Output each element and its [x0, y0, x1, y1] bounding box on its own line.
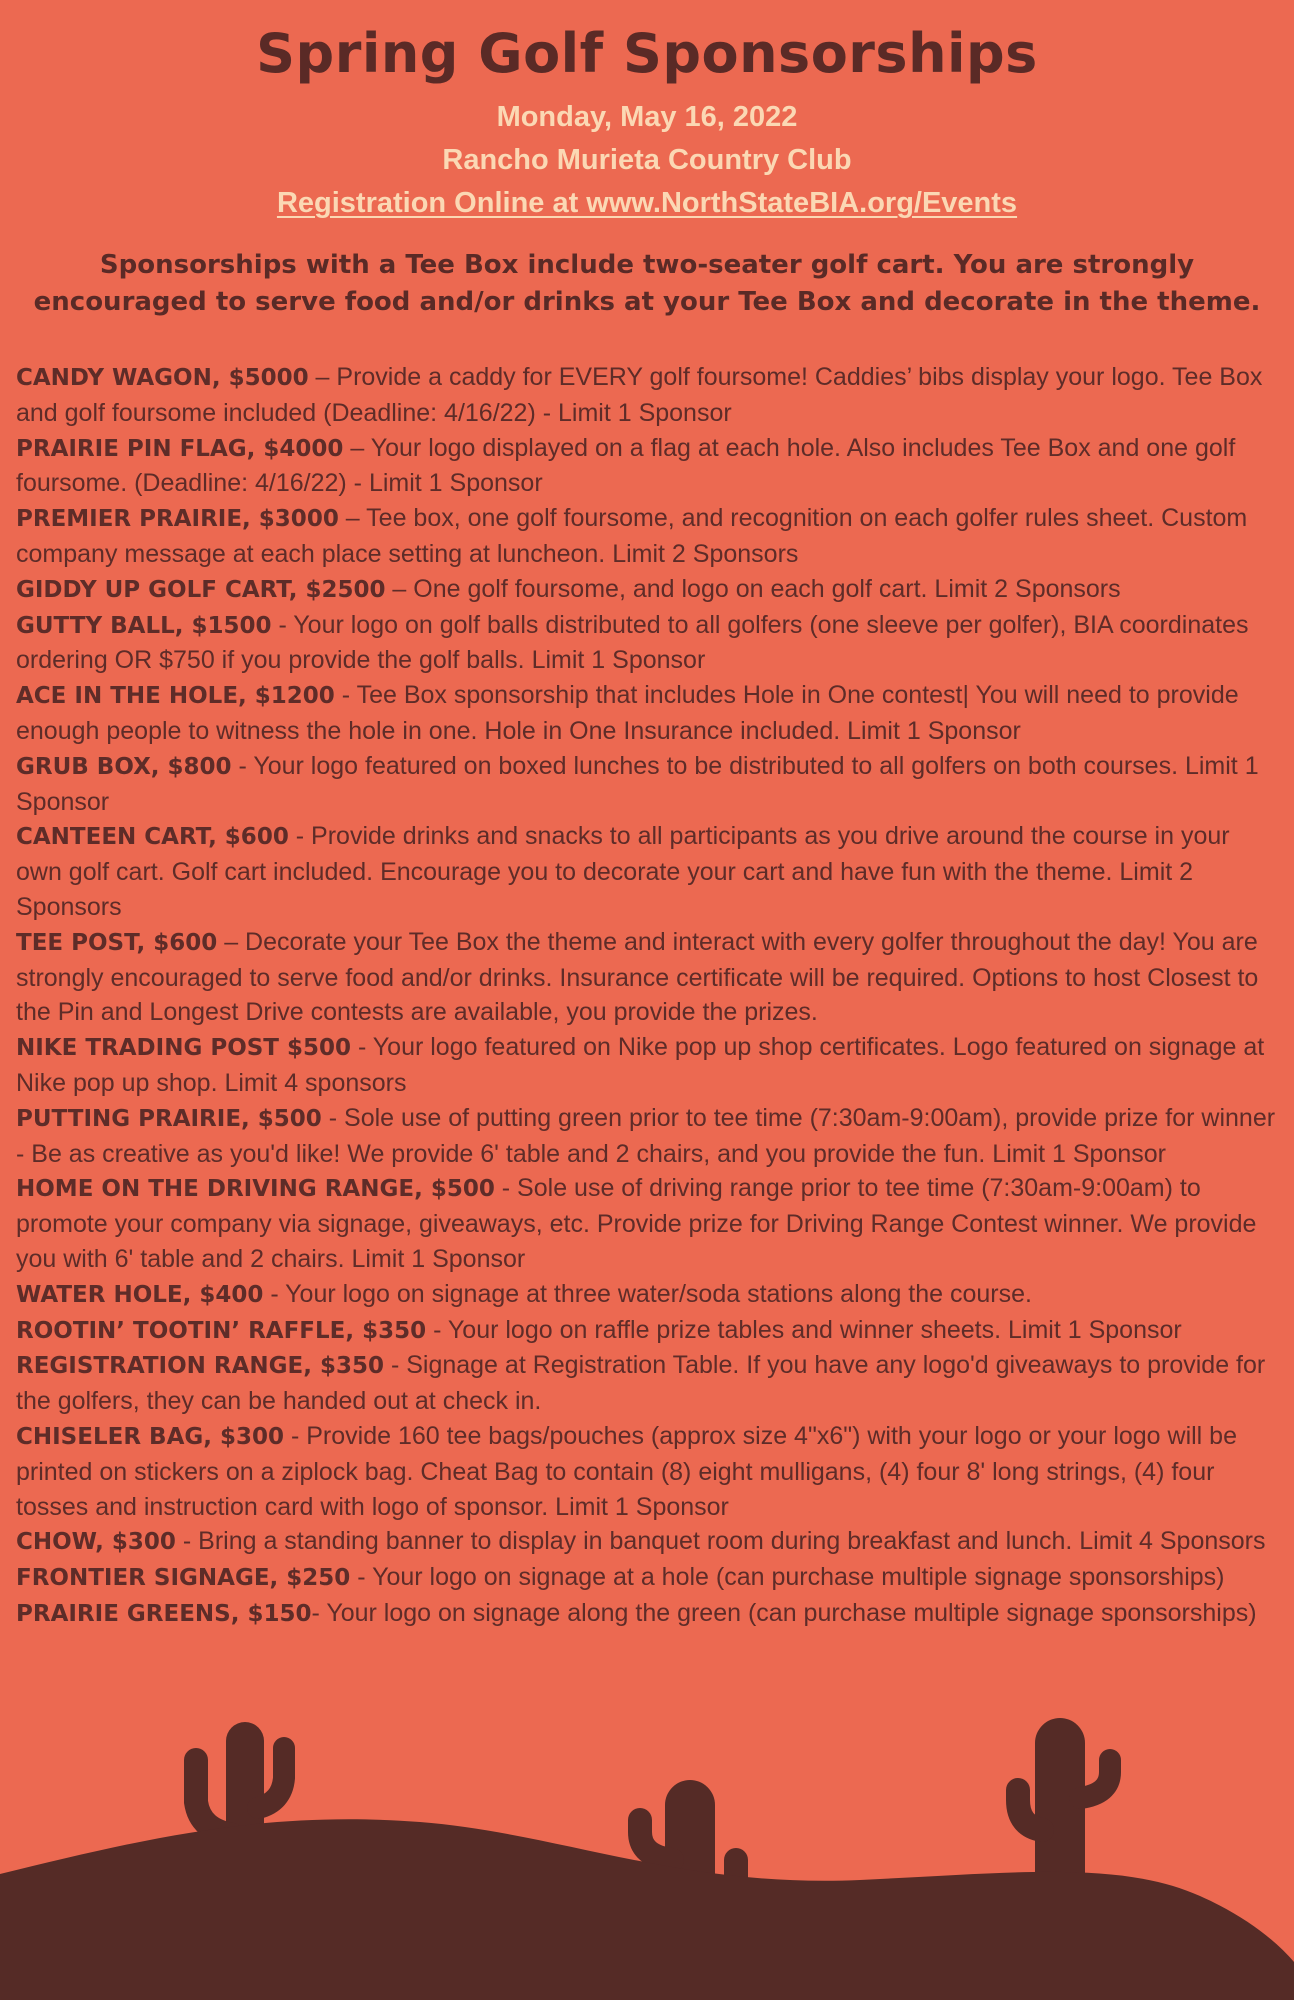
sponsorship-description: – Tee box, one golf foursome, and recognition on each golfer rules sheet. Custom company message at each place setting at luncheon. Limit 2 Sponsors: [16, 504, 1248, 568]
sponsorship-description: - Sole use of putting green prior to tee time (7:30am-9:00am), provide prize for winner - Be as creative as you'd like! We provide 6' table and 2 chairs, and you provide the fun. Limit 1 Sponsor: [16, 1103, 1276, 1168]
flyer-header: [0, 0, 1294, 225]
sponsorship-item: [16, 819, 1280, 924]
sponsorship-description: - Sole use of driving range prior to tee time (7:30am-9:00am) to promote your company via signage, giveaways, etc. Provide prize for Driving Range Contest winner. We provide you with 6' table and 2 chairs. Limit 1 Sponsor: [16, 1174, 1257, 1273]
intro-note: Sponsorships with a Tee Box include two-seater golf cart. You are strongly encouraged to serve food and/or drinks at your Tee Box and decorate in the theme.: [33, 250, 1261, 317]
sponsorship-name: TEE POST, $600: [16, 929, 218, 956]
sponsorship-item: [16, 1277, 1280, 1313]
sponsorship-item: [16, 1313, 1280, 1349]
sponsorship-item: [16, 1560, 1280, 1596]
sponsorship-name: REGISTRATION RANGE, $350: [16, 1353, 384, 1380]
sponsorship-description: - Signage at Registration Table. If you have any logo'd giveaways to provide for the golfers, they can be handed out at check in.: [16, 1351, 1266, 1416]
sponsorship-description: - Your logo on signage at three water/soda stations along the course.: [263, 1279, 1032, 1308]
registration-line: [0, 182, 1294, 225]
sponsorship-description: - Your logo featured on boxed lunches to be distributed to all golfers on both courses. Limit 1 Sponsor: [16, 751, 1259, 816]
sponsorship-item: [16, 925, 1280, 1030]
sponsorship-name: CANDY WAGON, $5000: [16, 365, 309, 391]
sponsorship-item: [16, 360, 1280, 431]
sponsorship-description: - Your logo featured on Nike pop up shop certificates. Logo featured on signage at Nike pop up shop. Limit 4 sponsors: [16, 1033, 1265, 1097]
sponsorship-item: [16, 572, 1280, 608]
event-venue: Rancho Murieta Country Club: [442, 144, 852, 176]
sponsorship-description: – One golf foursome, and logo on each golf cart. Limit 2 Sponsors: [385, 574, 1121, 603]
sponsorship-name: PREMIER PRAIRIE, $3000: [16, 506, 339, 533]
sponsorship-description: – Decorate your Tee Box the theme and interact with every golfer throughout the day! You are strongly encouraged to serve food and/or drinks. Insurance certificate will be required. Options to host Closest to the Pin and Longest Drive contests are available, you provide the prizes.: [16, 927, 1259, 1027]
sponsorship-name: NIKE TRADING POST $500: [16, 1035, 352, 1062]
sponsorship-item: [16, 1348, 1280, 1419]
sponsorship-name: ROOTIN’ TOOTIN’ RAFFLE, $350: [16, 1317, 427, 1344]
event-date: Monday, May 16, 2022: [496, 101, 798, 133]
sponsorship-name: PUTTING PRAIRIE, $500: [16, 1105, 322, 1132]
registration-link[interactable]: Registration Online at www.NorthStateBIA.org/Events: [276, 187, 1018, 219]
sponsorship-description: - Your logo on raffle prize tables and winner sheets. Limit 1 Sponsor: [426, 1315, 1182, 1344]
sponsorship-description: - Provide 160 tee bags/pouches (approx size 4"x6") with your logo or your logo will be printed on stickers on a ziplock bag. Cheat Bag to contain (8) eight mulligans, (4) four 8' long strings, (4) four tosses and instruction card with logo of sponsor. Limit 1 Sponsor: [16, 1421, 1237, 1521]
sponsorship-name: PRAIRIE PIN FLAG, $4000: [16, 435, 344, 462]
sponsorship-description: – Provide a caddy for EVERY golf foursome! Caddies’ bibs display your logo. Tee Box and golf foursome included (Deadline: 4/16/22) - Limit 1 Sponsor: [16, 363, 1263, 427]
sponsorship-name: ACE IN THE HOLE, $1200: [16, 683, 335, 710]
sponsorship-description: - Your logo on signage at a hole (can purchase multiple signage sponsorships): [350, 1563, 1225, 1592]
sponsorship-description: - Tee Box sponsorship that includes Hole in One contest| You will need to provide enough people to witness the hole in one. Hole in One Insurance included. Limit 1 Sponsor: [16, 681, 1239, 745]
sponsorship-description: - Your logo on golf balls distributed to all golfers (one sleeve per golfer), BIA coordinates ordering OR $750 if you provide the golf balls. Limit 1 Sponsor: [16, 610, 1249, 675]
sponsorship-description: - Provide drinks and snacks to all participants as you drive around the course in your own golf cart. Golf cart included. Encourage you to decorate your cart and have fun with the theme. Limit 2 Sponsors: [16, 822, 1230, 921]
sponsorship-item: [16, 501, 1280, 572]
sponsorship-name: GIDDY UP GOLF CART, $2500: [16, 576, 386, 603]
sponsorship-name: PRAIRIE GREENS, $150: [16, 1600, 312, 1627]
sponsorship-name: GUTTY BALL, $1500: [16, 612, 272, 639]
sponsorship-name: CANTEEN CART, $600: [16, 824, 289, 851]
sponsorship-name: GRUB BOX, $800: [16, 753, 232, 780]
sponsorship-item: [16, 1171, 1280, 1276]
sponsorship-item: [16, 1030, 1280, 1101]
sponsorship-item: [16, 678, 1280, 749]
sponsorship-item: [16, 1101, 1280, 1172]
sponsorship-item: [16, 1419, 1280, 1524]
sponsorship-list: [16, 360, 1280, 1632]
sponsorship-item: [16, 431, 1280, 502]
sponsorship-item: [16, 608, 1280, 679]
sponsorship-name: FRONTIER SIGNAGE, $250: [16, 1565, 351, 1592]
sponsorship-description: - Your logo on signage along the green (can purchase multiple signage sponsorships): [311, 1598, 1257, 1627]
sponsorship-description: – Your logo displayed on a flag at each hole. Also includes Tee Box and one golf foursome. (Deadline: 4/16/22) - Limit 1 Sponsor: [16, 433, 1236, 498]
desert-scene: [0, 1690, 1294, 2000]
sponsorship-name: CHOW, $300: [16, 1529, 176, 1556]
sponsorship-name: WATER HOLE, $400: [16, 1281, 264, 1308]
page-title: Spring Golf Sponsorships: [256, 22, 1038, 85]
sponsorship-name: HOME ON THE DRIVING RANGE, $500: [16, 1176, 495, 1203]
sponsorship-item: [16, 1524, 1280, 1560]
sponsorship-item: [16, 1596, 1280, 1632]
sponsorship-item: [16, 749, 1280, 820]
sponsorship-description: - Bring a standing banner to display in banquet room during breakfast and lunch. Limit 4 Sponsors: [175, 1527, 1266, 1556]
sponsorship-name: CHISELER BAG, $300: [16, 1423, 285, 1450]
